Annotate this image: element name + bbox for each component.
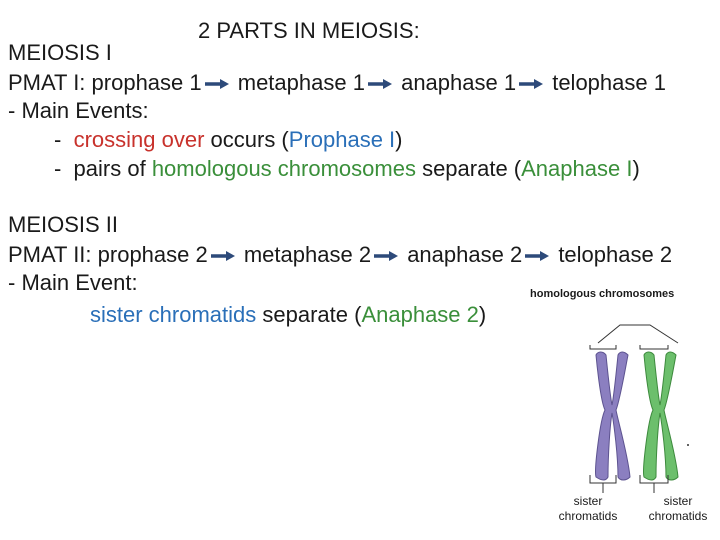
purple-chromosome-icon <box>596 352 630 480</box>
event-crossing-over: - crossing over occurs (Prophase I) <box>54 127 403 152</box>
pmat1-step-telophase: telophase 1 <box>552 70 666 95</box>
pmat2-step-metaphase: metaphase 2 <box>243 242 372 267</box>
arrow-icon <box>367 77 393 91</box>
phase-prophase-i: Prophase I <box>288 127 396 152</box>
slide-title: 2 PARTS IN MEIOSIS: <box>198 18 420 43</box>
event-sister-chromatids: sister chromatids separate (Anaphase 2) <box>90 302 487 327</box>
pmat1-step-metaphase: metaphase 1 <box>237 70 365 95</box>
phase-anaphase-i: Anaphase I <box>521 156 633 181</box>
arrow-icon <box>204 77 230 91</box>
right-sister-chromatids-label: sister chromatids <box>648 494 708 523</box>
figure-label-homologous: homologous chromosomes <box>530 288 675 300</box>
meiosis1-heading: MEIOSIS I <box>8 40 112 65</box>
arrow-icon <box>373 249 399 263</box>
pmat1-prefix: PMAT I: prophase 1 <box>8 70 202 95</box>
term-homologous-chromosomes: homologous chromosomes <box>151 156 416 181</box>
green-chromosome-icon <box>644 352 678 480</box>
term-crossing-over: crossing over <box>73 127 205 152</box>
phase-anaphase-2: Anaphase 2 <box>361 302 479 327</box>
main-event-label: - Main Event: <box>8 270 138 295</box>
pmat2-step-telophase: telophase 2 <box>558 242 673 267</box>
arrow-icon <box>518 77 544 91</box>
term-sister-chromatids: sister chromatids <box>90 302 257 327</box>
pmat2-step-anaphase: anaphase 2 <box>407 242 523 267</box>
main-events-label: - Main Events: <box>8 98 149 123</box>
chromosome-diagram <box>560 305 720 505</box>
top-bracket <box>590 325 678 349</box>
meiosis2-pmat-line <box>8 242 672 268</box>
meiosis2-heading: MEIOSIS II <box>8 212 119 237</box>
arrow-icon <box>210 249 236 263</box>
pmat2-prefix: PMAT II: prophase 2 <box>8 242 208 267</box>
meiosis1-pmat-line <box>8 70 666 96</box>
event-homologous-separate: - pairs of homologous chromosomes separate (Anaphase I) <box>54 156 640 181</box>
arrow-icon <box>524 249 550 263</box>
left-sister-chromatids-label: sister chromatids <box>558 494 618 523</box>
pmat1-step-anaphase: anaphase 1 <box>401 70 517 95</box>
